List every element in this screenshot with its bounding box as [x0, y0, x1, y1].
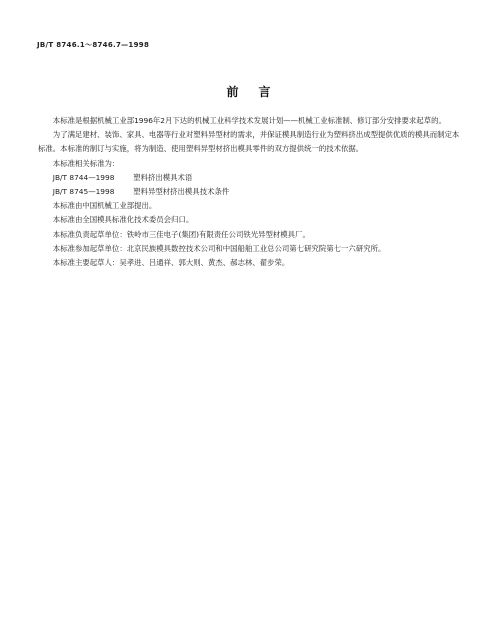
paragraph-proposer: 本标准由中国机械工业部提出。 — [52, 201, 157, 211]
related-standard-name: 塑料异型材挤出模具技术条件 — [133, 187, 230, 197]
paragraph-committee: 本标准由全国模具标准化技术委员会归口。 — [52, 215, 194, 225]
related-standard-code: JB/T 8744—1998 — [52, 172, 115, 182]
paragraph-purpose: 本标准是根据机械工业部1996年2月下达的机械工业科学技术发展计划——机械工业标准制、修订部分安排要求起草的。 — [52, 116, 446, 125]
paragraph-participating-units: 本标准参加起草单位：北京民族模具数控技术公司和中国船舶工业总公司第七研究院第七一六研究所。 — [52, 243, 386, 253]
paragraph-related-intro: 本标准相关标准为： — [52, 158, 120, 168]
paragraph-background: 为了满足建材、装饰、家具、电器等行业对塑料异型材的需求，并保证模具制造行业为塑料挤出成型提供优质的模具而制定本标准。本标准的制订与实施，将为制造、使用塑料异型材挤出模具零件的双方提供统一的技术依据。 — [38, 130, 460, 154]
related-standard-code: JB/T 8745—1998 — [52, 187, 115, 197]
related-standard-item — [38, 171, 463, 185]
related-standard-name: 塑料挤出模具术语 — [133, 172, 193, 182]
paragraph-drafters: 本标准主要起草人：吴孝进、吕通祥、郭大则、黄杰、郝志林、翟步荣。 — [52, 258, 290, 268]
page-title: 前言 — [226, 85, 291, 99]
related-standard-item — [38, 185, 463, 199]
standard-number-header: JB/T 8746.1～8746.7—1998 — [37, 41, 150, 49]
paragraph-drafting-unit: 本标准负责起草单位：铁岭市三佳电子(集团)有限责任公司铁光异型材模具厂。 — [52, 229, 310, 239]
foreword-body — [38, 114, 463, 270]
